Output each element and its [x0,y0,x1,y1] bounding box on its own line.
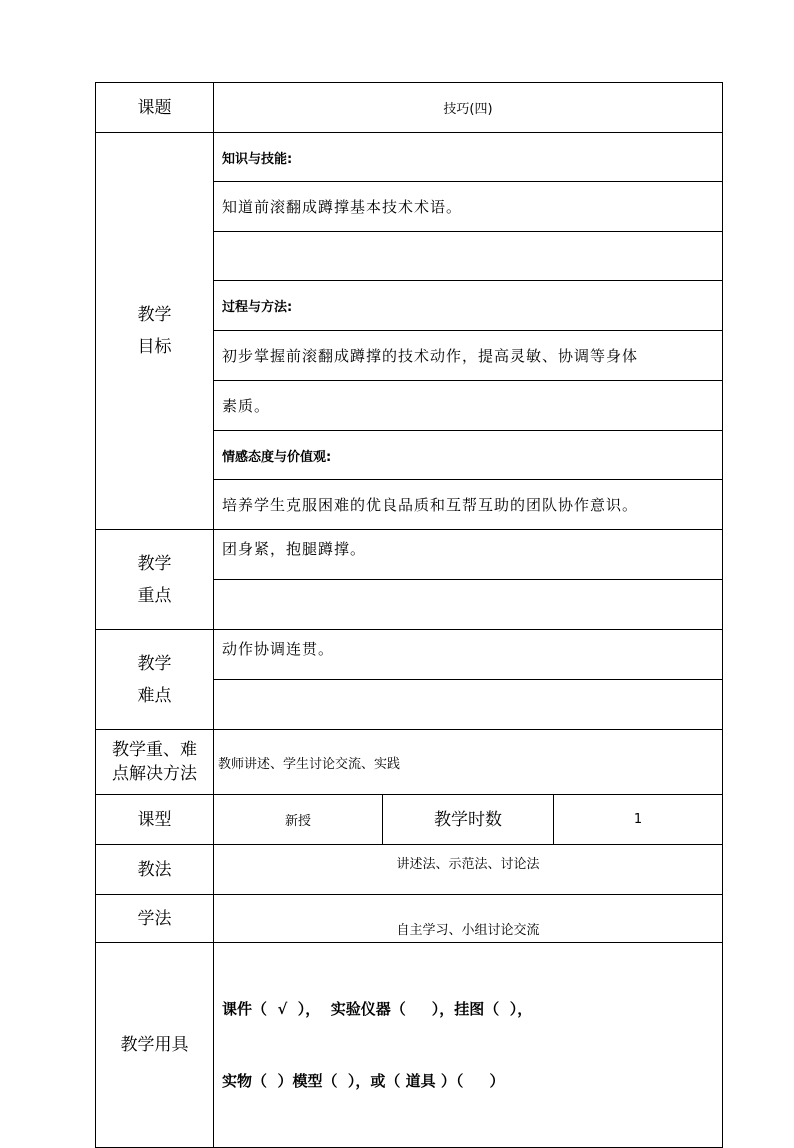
title-label: 课题 [96,83,214,133]
key-point-blank [214,580,723,630]
solution-label-line1: 教学重、难 [112,740,197,760]
key-point-label-line1: 教学 [137,553,172,574]
solution-row [96,730,723,795]
solution-label-line2: 点解决方法 [112,764,197,784]
emotion-heading: 情感态度与价值观: [214,431,723,480]
knowledge-heading: 知识与技能: [214,133,723,182]
objectives-label-line1: 教学 [137,305,172,325]
process-heading: 过程与方法: [214,281,723,331]
key-point-label-line2: 重点 [137,585,172,606]
difficulty-label [96,630,214,730]
lesson-plan-table [95,82,723,1148]
title-row [96,83,723,133]
learning-method-value: 自主学习、小组讨论交流 [214,895,723,943]
knowledge-blank [214,232,723,281]
difficulty-text: 动作协调连贯。 [214,630,723,680]
tools-row [96,943,723,1148]
process-text-2: 素质。 [214,381,723,431]
lesson-type-label: 课型 [96,795,214,845]
tools-label: 教学用具 [96,943,214,1148]
objectives-label [96,133,214,530]
lesson-type-row [96,795,723,845]
key-point-label [96,530,214,630]
teaching-method-label: 教法 [96,845,214,895]
process-text-1: 初步掌握前滚翻成蹲撑的技术动作，提高灵敏、协调等身体 [214,331,723,381]
difficulty-blank [214,680,723,730]
tools-line-2: 实物（ ）模型（ ），或（ 道具 ）（ ） [222,1072,505,1090]
solution-text: 教师讲述、学生讨论交流、实践 [214,730,723,795]
key-point-row [96,530,723,580]
tools-line-1: 课件（ √ ）， 实验仪器（ ），挂图（ ）， [222,1000,533,1018]
hours-value: 1 [554,795,723,845]
learning-method-row [96,895,723,943]
hours-label: 教学时数 [383,795,554,845]
difficulty-row [96,630,723,680]
objectives-row [96,133,723,182]
tools-text [214,943,723,1148]
teaching-method-row [96,845,723,895]
learning-method-label: 学法 [96,895,214,943]
emotion-text: 培养学生克服困难的优良品质和互帮互助的团队协作意识。 [214,480,723,530]
objectives-label-line2: 目标 [137,337,172,357]
difficulty-label-line2: 难点 [137,685,172,706]
difficulty-label-line1: 教学 [137,653,172,674]
title-value: 技巧(四) [214,83,723,133]
knowledge-text: 知道前滚翻成蹲撑基本技术术语。 [214,182,723,232]
lesson-type-value: 新授 [214,795,383,845]
teaching-method-value: 讲述法、示范法、讨论法 [214,845,723,895]
key-point-text: 团身紧，抱腿蹲撑。 [214,530,723,580]
solution-label [96,730,214,795]
